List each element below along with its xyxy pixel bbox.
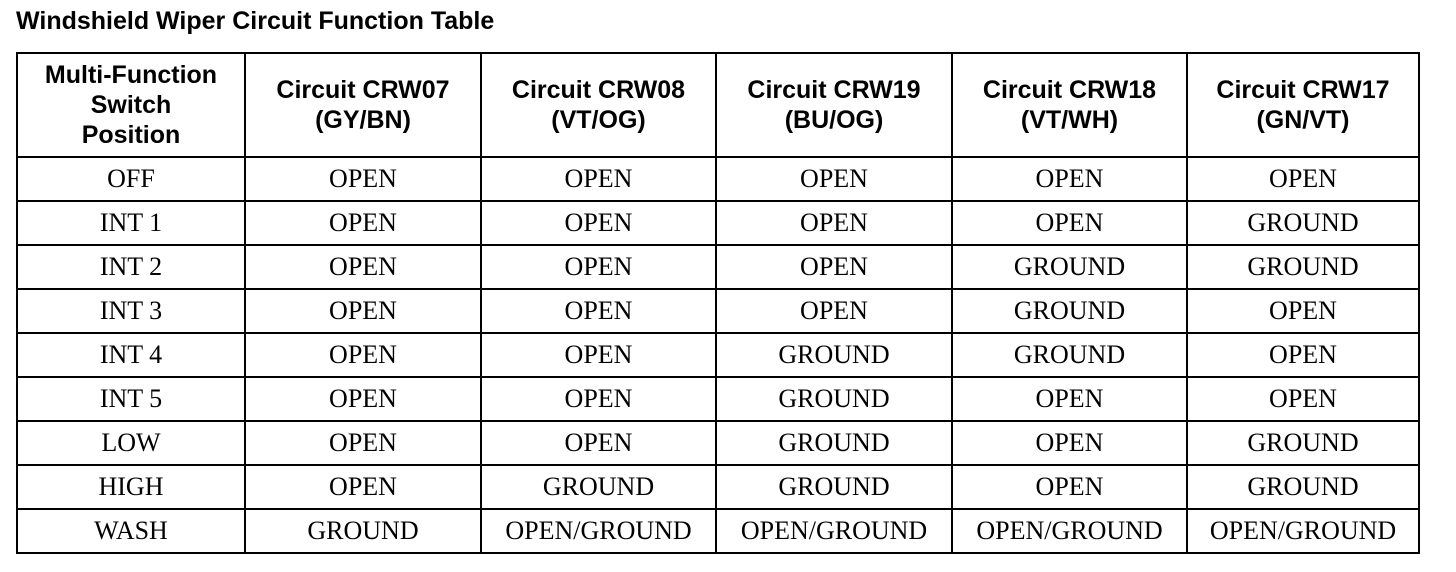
header-crw19 — [716, 53, 952, 157]
crw08-cell: OPEN — [481, 289, 716, 333]
crw07-cell: OPEN — [245, 377, 481, 421]
table-row — [17, 201, 1419, 245]
crw17-cell: GROUND — [1187, 245, 1419, 289]
switch-position-cell: WASH — [17, 509, 245, 553]
crw18-cell: OPEN — [952, 201, 1187, 245]
crw07-cell: OPEN — [245, 333, 481, 377]
crw18-cell: GROUND — [952, 245, 1187, 289]
crw18-cell: GROUND — [952, 289, 1187, 333]
crw08-cell: GROUND — [481, 465, 716, 509]
crw07-cell: OPEN — [245, 245, 481, 289]
crw07-cell: OPEN — [245, 289, 481, 333]
crw18-cell: OPEN — [952, 465, 1187, 509]
crw19-cell: OPEN — [716, 157, 952, 201]
crw17-cell: OPEN/GROUND — [1187, 509, 1419, 553]
header-row — [17, 53, 1419, 157]
crw19-cell: OPEN — [716, 201, 952, 245]
crw18-cell: OPEN — [952, 377, 1187, 421]
header-line: (GY/BN) — [315, 106, 411, 134]
crw17-cell: GROUND — [1187, 465, 1419, 509]
header-line: (VT/WH) — [1020, 106, 1119, 134]
table-row — [17, 333, 1419, 377]
table-row — [17, 465, 1419, 509]
crw08-cell: OPEN/GROUND — [481, 509, 716, 553]
header-switch-position — [17, 53, 245, 157]
crw17-cell: GROUND — [1187, 201, 1419, 245]
header-line: Circuit CRW18 — [982, 76, 1157, 104]
header-crw17 — [1187, 53, 1419, 157]
switch-position-cell: INT 5 — [17, 377, 245, 421]
table-row — [17, 245, 1419, 289]
crw18-cell: OPEN — [952, 421, 1187, 465]
switch-position-cell: INT 1 — [17, 201, 245, 245]
crw07-cell: OPEN — [245, 465, 481, 509]
header-crw08 — [481, 53, 716, 157]
header-line: Circuit CRW08 — [511, 76, 686, 104]
table-row — [17, 421, 1419, 465]
switch-position-cell: INT 2 — [17, 245, 245, 289]
header-line: Position — [81, 121, 181, 149]
header-line: Circuit CRW17 — [1216, 76, 1390, 104]
crw08-cell: OPEN — [481, 421, 716, 465]
header-line: Circuit CRW19 — [747, 76, 921, 104]
switch-position-cell: OFF — [17, 157, 245, 201]
switch-position-cell: INT 3 — [17, 289, 245, 333]
crw08-cell: OPEN — [481, 245, 716, 289]
crw07-cell: OPEN — [245, 157, 481, 201]
crw18-cell: OPEN — [952, 157, 1187, 201]
crw17-cell: OPEN — [1187, 333, 1419, 377]
switch-position-cell: INT 4 — [17, 333, 245, 377]
crw08-cell: OPEN — [481, 377, 716, 421]
header-line: Circuit CRW07 — [276, 76, 450, 104]
table-row — [17, 509, 1419, 553]
crw17-cell: OPEN — [1187, 157, 1419, 201]
crw19-cell: GROUND — [716, 421, 952, 465]
header-crw07 — [245, 53, 481, 157]
crw07-cell: OPEN — [245, 201, 481, 245]
header-line: (BU/OG) — [784, 106, 884, 134]
header-line: (GN/VT) — [1256, 106, 1350, 134]
crw18-cell: GROUND — [952, 333, 1187, 377]
crw08-cell: OPEN — [481, 201, 716, 245]
table-title: Windshield Wiper Circuit Function Table — [16, 7, 495, 35]
header-line: (VT/OG) — [551, 106, 646, 134]
crw19-cell: GROUND — [716, 377, 952, 421]
crw19-cell: OPEN — [716, 245, 952, 289]
crw19-cell: OPEN — [716, 289, 952, 333]
function-table — [16, 52, 1420, 554]
crw07-cell: OPEN — [245, 421, 481, 465]
header-crw18 — [952, 53, 1187, 157]
switch-position-cell: LOW — [17, 421, 245, 465]
table-row — [17, 377, 1419, 421]
crw18-cell: OPEN/GROUND — [952, 509, 1187, 553]
crw07-cell: GROUND — [245, 509, 481, 553]
crw19-cell: GROUND — [716, 333, 952, 377]
switch-position-cell: HIGH — [17, 465, 245, 509]
crw19-cell: OPEN/GROUND — [716, 509, 952, 553]
crw19-cell: GROUND — [716, 465, 952, 509]
table-row — [17, 157, 1419, 201]
header-line: Multi-Function — [44, 61, 218, 89]
crw08-cell: OPEN — [481, 333, 716, 377]
table-row — [17, 289, 1419, 333]
crw17-cell: OPEN — [1187, 377, 1419, 421]
crw17-cell: GROUND — [1187, 421, 1419, 465]
crw08-cell: OPEN — [481, 157, 716, 201]
header-line: Switch — [90, 91, 172, 119]
crw17-cell: OPEN — [1187, 289, 1419, 333]
